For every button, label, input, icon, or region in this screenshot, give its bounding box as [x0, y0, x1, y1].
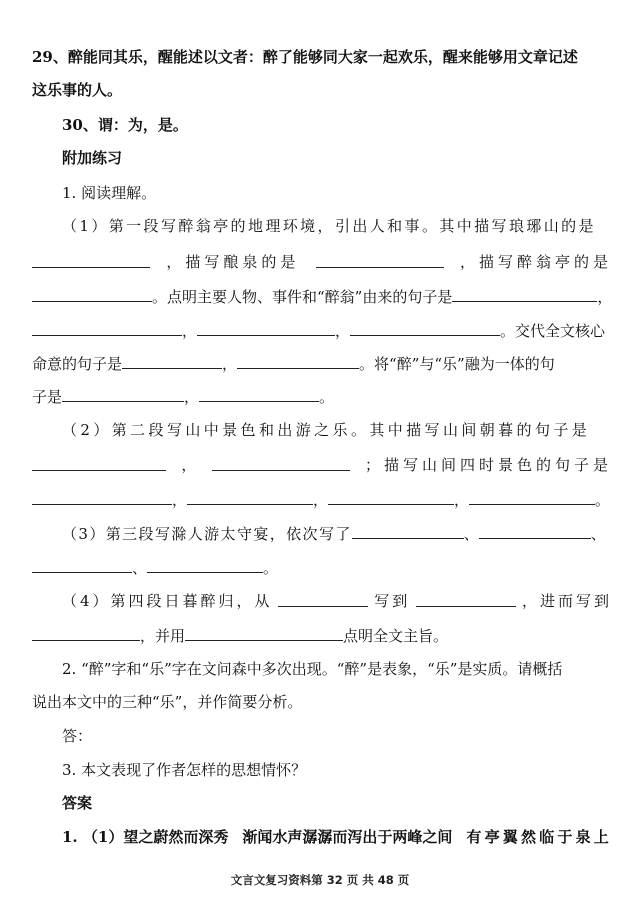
answer-1-line-1 [62, 827, 612, 847]
answer-blank[interactable] [452, 286, 597, 302]
answer-blank[interactable] [185, 625, 343, 641]
answer-blank[interactable] [32, 455, 166, 471]
answer-blank[interactable] [32, 557, 132, 573]
question-2-line-2: 说出本文中的三种“乐”，并作简要分析。 [32, 693, 303, 711]
answer-blank[interactable] [237, 353, 359, 369]
text-segment: 。点明主要人物、事件和“醉翁”由来的句子是 [152, 288, 453, 306]
text-segment: ， [313, 491, 329, 509]
answer-blank[interactable] [32, 320, 182, 336]
answer-blank[interactable] [122, 353, 222, 369]
text-segment: 。将“醉”与“乐”融为一体的句 [359, 355, 555, 373]
answer-blank[interactable] [147, 557, 263, 573]
text-segment: 、 [463, 525, 479, 543]
section-heading-answers: 答案 [62, 794, 93, 812]
text-segment: 、 [132, 559, 148, 577]
question-2-line-1: 2. “醉”字和“乐”字在文问森中多次出现。“醉”是表象，“乐”是实质。请概括 [62, 660, 563, 678]
answer-30: 30、谓：为，是。 [62, 116, 188, 134]
page-footer: 文言文复习资料第 32 页 共 48 页 [230, 873, 410, 887]
answer-blank[interactable] [469, 489, 595, 505]
text-segment: （1）望之蔚然而深秀 [82, 828, 229, 846]
answer-blank[interactable] [32, 489, 172, 505]
answer-blank[interactable] [316, 252, 444, 268]
text-segment: （4）第四段日暮醉归，从 [62, 592, 273, 610]
section-heading-exercises: 附加练习 [62, 149, 123, 167]
answer-blank[interactable] [32, 286, 152, 302]
text-segment: ， [597, 288, 612, 306]
answer-blank[interactable] [416, 591, 516, 607]
text-segment [62, 827, 228, 847]
question-1-4-line-1 [62, 591, 612, 611]
question-2-answer-label: 答： [62, 727, 93, 745]
text-segment: ， [172, 491, 188, 509]
text-segment: 子是 [32, 388, 63, 406]
text-segment: ， [335, 322, 351, 340]
text-segment: ， [182, 322, 198, 340]
text-segment: 、 [590, 525, 606, 543]
text-segment: 。 [319, 388, 335, 406]
answer-number: 1. [62, 828, 78, 846]
answer-29-line-1: 29、醉能同其乐，醒能述以文者：醉了能够同大家一起欢乐，醒来能够用文章记述 [32, 48, 578, 66]
question-1-1-line-5 [32, 353, 612, 374]
text-segment: ；描写山间四时景色的句子是 [364, 456, 612, 474]
text-segment: 写到 [374, 592, 411, 610]
question-1-2-line-1: （2）第二段写山中景色和出游之乐。其中描写山间朝暮的句子是 [62, 421, 591, 439]
question-1-1-line-4 [32, 320, 612, 341]
text-segment: ，进而写到 [521, 592, 612, 610]
text-segment: ，描写酿泉的是 [166, 253, 300, 271]
question-3: 3. 本文表现了作者怎样的思想情怀？ [62, 761, 307, 779]
answer-blank[interactable] [197, 320, 335, 336]
text-segment: 有亭翼然临于泉上 [466, 828, 612, 846]
answer-blank[interactable] [187, 489, 313, 505]
answer-blank[interactable] [32, 625, 140, 641]
text-segment: ，并用 [140, 627, 186, 645]
question-1-2-line-2 [32, 455, 612, 475]
question-1-1-line-3 [32, 286, 612, 307]
text-segment: 点明全文主旨。 [343, 627, 449, 645]
text-segment: ， [222, 355, 238, 373]
answer-blank[interactable] [278, 591, 368, 607]
text-segment: ， [181, 456, 197, 474]
text-segment: ，描写醉翁亭的是 [459, 253, 612, 271]
question-1-1-line-6 [32, 386, 612, 407]
text-segment: 。 [263, 559, 279, 577]
text-segment: （3）第三段写滁人游太守宴，依次写了 [62, 525, 352, 543]
text-segment: 。交代全文核心 [500, 322, 606, 340]
question-1-3-line-2 [32, 557, 612, 578]
answer-blank[interactable] [328, 489, 454, 505]
question-1-title: 1. 阅读理解。 [62, 184, 157, 202]
text-segment: ， [454, 491, 470, 509]
text-segment: 渐闻水声潺潺而泻出于两峰之间 [242, 828, 453, 846]
answer-29-line-2: 这乐事的人。 [32, 81, 123, 99]
answer-blank[interactable] [199, 386, 319, 402]
question-1-3-line-1 [62, 523, 612, 544]
answer-blank[interactable] [32, 252, 150, 268]
question-1-4-line-2 [32, 625, 612, 646]
answer-blank[interactable] [350, 320, 500, 336]
answer-blank[interactable] [479, 523, 591, 539]
question-1-2-line-3 [32, 489, 612, 510]
answer-blank[interactable] [212, 455, 350, 471]
text-segment: 命意的句子是 [32, 355, 123, 373]
answer-blank[interactable] [352, 523, 464, 539]
answer-blank[interactable] [62, 386, 184, 402]
question-1-1-line-2 [32, 252, 612, 272]
text-segment: 。 [595, 491, 611, 509]
text-segment: ， [184, 388, 200, 406]
question-1-1-line-1: （1）第一段写醉翁亭的地理环境，引出人和事。其中描写琅琊山的是 [62, 217, 596, 235]
